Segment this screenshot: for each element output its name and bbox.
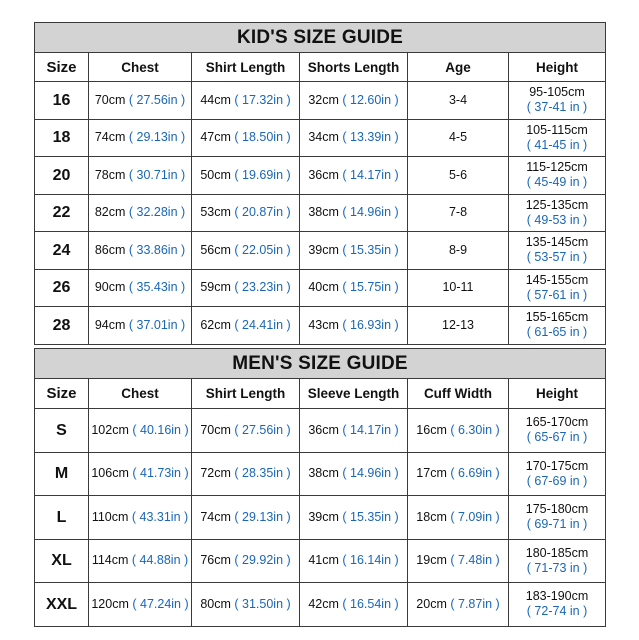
men-table-row (35, 409, 606, 453)
height-inch: ( 72-74 in ) (526, 604, 588, 619)
kids-header-size: Size (35, 53, 89, 82)
chest-cell (89, 269, 192, 307)
size-cell: L (35, 496, 89, 540)
sleeve-length-cell-cm: 38cm (308, 466, 339, 481)
chest-cell-cm: 120cm (91, 596, 129, 611)
height-cell (509, 539, 606, 583)
chest-cell (89, 307, 192, 345)
height-cell (509, 194, 606, 232)
shirt-length-cell-cm: 56cm (200, 242, 231, 257)
age-cell: 8-9 (408, 232, 509, 270)
shirt-length-cell-cm: 80cm (200, 596, 231, 611)
shirt-length-cell-inch: ( 23.23in ) (234, 280, 291, 295)
shorts-length-cell-cm: 40cm (308, 280, 339, 295)
men-header-sleeve-length: Sleeve Length (300, 379, 408, 409)
chest-cell (89, 539, 192, 583)
chest-cell-cm: 114cm (91, 553, 129, 568)
kids-table-row (35, 232, 606, 270)
shorts-length-cell-inch: ( 13.39in ) (342, 130, 399, 145)
sleeve-length-cell (300, 409, 408, 453)
age-cell: 12-13 (408, 307, 509, 345)
height-cm: 170-175cm (525, 458, 589, 473)
shorts-length-cell (300, 194, 408, 232)
sleeve-length-cell-inch: ( 14.96in ) (342, 466, 399, 481)
height-inch: ( 53-57 in ) (526, 250, 588, 265)
shirt-length-cell-cm: 76cm (200, 553, 231, 568)
age-cell: 4-5 (408, 119, 509, 157)
shirt-length-cell-cm: 53cm (200, 205, 231, 220)
shirt-length-cell-inch: ( 17.32in ) (234, 92, 291, 107)
size-cell: 22 (35, 194, 89, 232)
men-table-row (35, 496, 606, 540)
height-cm: 115-125cm (526, 160, 588, 175)
shirt-length-cell-cm: 59cm (200, 280, 231, 295)
chest-cell-inch: ( 27.56in ) (128, 92, 186, 107)
shirt-length-cell-cm: 70cm (200, 422, 231, 437)
men-header-cuff-width: Cuff Width (408, 379, 509, 409)
shirt-length-cell-inch: ( 27.56in ) (234, 422, 291, 437)
chest-cell-cm: 110cm (91, 509, 129, 524)
chest-cell-inch: ( 40.16in ) (132, 422, 189, 437)
chest-cell-inch: ( 37.01in ) (128, 317, 186, 332)
height-inch: ( 69-71 in ) (526, 517, 588, 532)
chest-cell (89, 583, 192, 627)
cuff-width-cell (408, 496, 509, 540)
kids-table-row (35, 82, 606, 120)
shorts-length-cell (300, 232, 408, 270)
height-cell (509, 157, 606, 195)
shorts-length-cell-cm: 38cm (308, 205, 339, 220)
height-cell (509, 119, 606, 157)
chest-cell-inch: ( 29.13in ) (128, 130, 186, 145)
sleeve-length-cell (300, 496, 408, 540)
chest-cell (89, 82, 192, 120)
shirt-length-cell (192, 539, 300, 583)
men-header-shirt-length: Shirt Length (192, 379, 300, 409)
size-cell: 16 (35, 82, 89, 120)
age-cell: 10-11 (408, 269, 509, 307)
men-header-size: Size (35, 379, 89, 409)
sleeve-length-cell (300, 539, 408, 583)
kids-table-row (35, 307, 606, 345)
shirt-length-cell-inch: ( 28.35in ) (234, 466, 291, 481)
shirt-length-cell (192, 269, 300, 307)
height-cm: 125-135cm (525, 197, 589, 212)
chest-cell-cm: 82cm (94, 205, 126, 220)
shorts-length-cell (300, 82, 408, 120)
chest-cell-inch: ( 47.24in ) (132, 596, 189, 611)
chest-cell-cm: 102cm (91, 422, 129, 437)
cuff-width-cell (408, 452, 509, 496)
chest-cell (89, 496, 192, 540)
height-cm: 180-185cm (525, 545, 589, 560)
kids-header-shorts-length: Shorts Length (300, 53, 408, 82)
cuff-width-cell-cm: 17cm (416, 466, 447, 481)
shorts-length-cell-inch: ( 16.93in ) (342, 317, 399, 332)
shorts-length-cell (300, 119, 408, 157)
shirt-length-cell (192, 157, 300, 195)
size-cell: XL (35, 539, 89, 583)
cuff-width-cell-inch: ( 6.69in ) (450, 466, 500, 481)
size-cell: 18 (35, 119, 89, 157)
shorts-length-cell (300, 269, 408, 307)
shorts-length-cell-cm: 32cm (308, 92, 339, 107)
height-cm: 165-170cm (525, 415, 589, 430)
height-cm: 95-105cm (529, 85, 585, 100)
chest-cell-inch: ( 43.31in ) (131, 509, 189, 524)
sleeve-length-cell (300, 583, 408, 627)
men-table-title: MEN'S SIZE GUIDE (35, 349, 606, 379)
shirt-length-cell (192, 452, 300, 496)
cuff-width-cell-inch: ( 6.30in ) (450, 422, 500, 437)
kids-header-height: Height (509, 53, 606, 82)
men-header-height: Height (509, 379, 606, 409)
cuff-width-cell-cm: 18cm (416, 509, 447, 524)
shirt-length-cell-inch: ( 20.87in ) (234, 205, 291, 220)
cuff-width-cell-inch: ( 7.09in ) (450, 509, 500, 524)
shirt-length-cell-inch: ( 24.41in ) (234, 317, 291, 332)
height-inch: ( 71-73 in ) (526, 560, 588, 575)
sleeve-length-cell-inch: ( 15.35in ) (342, 509, 399, 524)
height-inch: ( 57-61 in ) (526, 287, 588, 302)
height-cm: 105-115cm (526, 122, 588, 137)
sleeve-length-cell-inch: ( 14.17in ) (342, 422, 399, 437)
chest-cell (89, 194, 192, 232)
men-table-row (35, 452, 606, 496)
chest-cell-cm: 90cm (94, 280, 126, 295)
shorts-length-cell (300, 157, 408, 195)
height-cell (509, 82, 606, 120)
shirt-length-cell-cm: 50cm (200, 167, 231, 182)
kids-header-chest: Chest (89, 53, 192, 82)
shirt-length-cell-cm: 44cm (200, 92, 231, 107)
height-inch: ( 37-41 in ) (526, 100, 588, 115)
size-cell: 20 (35, 157, 89, 195)
chest-cell-cm: 106cm (91, 466, 129, 481)
men-table-row (35, 583, 606, 627)
height-cm: 135-145cm (525, 235, 589, 250)
cuff-width-cell (408, 583, 509, 627)
kids-header-shirt-length: Shirt Length (192, 53, 300, 82)
chest-cell-cm: 70cm (94, 92, 126, 107)
kids-table-row (35, 119, 606, 157)
age-cell: 5-6 (408, 157, 509, 195)
shorts-length-cell-inch: ( 15.75in ) (342, 280, 399, 295)
cuff-width-cell-inch: ( 7.87in ) (450, 596, 500, 611)
chest-cell (89, 452, 192, 496)
age-cell: 3-4 (408, 82, 509, 120)
height-inch: ( 67-69 in ) (526, 473, 588, 488)
height-inch: ( 61-65 in ) (526, 325, 588, 340)
height-cell (509, 307, 606, 345)
height-cell (509, 232, 606, 270)
shirt-length-cell (192, 307, 300, 345)
shirt-length-cell (192, 583, 300, 627)
shirt-length-cell-inch: ( 31.50in ) (234, 596, 291, 611)
chest-cell-cm: 78cm (94, 167, 126, 182)
height-cm: 145-155cm (525, 272, 589, 287)
sleeve-length-cell-cm: 42cm (308, 596, 339, 611)
height-inch: ( 49-53 in ) (526, 212, 588, 227)
chest-cell (89, 119, 192, 157)
chest-cell-inch: ( 35.43in ) (128, 280, 186, 295)
height-cell (509, 409, 606, 453)
chest-cell-inch: ( 32.28in ) (128, 205, 186, 220)
shirt-length-cell (192, 232, 300, 270)
height-cm: 155-165cm (525, 310, 589, 325)
shirt-length-cell (192, 496, 300, 540)
shirt-length-cell-cm: 72cm (200, 466, 231, 481)
size-cell: 28 (35, 307, 89, 345)
shorts-length-cell-inch: ( 14.96in ) (342, 205, 399, 220)
shirt-length-cell-inch: ( 19.69in ) (234, 167, 291, 182)
chest-cell (89, 232, 192, 270)
chest-cell-inch: ( 44.88in ) (131, 553, 189, 568)
cuff-width-cell (408, 409, 509, 453)
shorts-length-cell-cm: 39cm (308, 242, 339, 257)
height-cell (509, 452, 606, 496)
kids-table-row (35, 269, 606, 307)
cuff-width-cell-cm: 20cm (416, 596, 447, 611)
shorts-length-cell-inch: ( 14.17in ) (342, 167, 399, 182)
sleeve-length-cell-cm: 39cm (308, 509, 339, 524)
height-inch: ( 41-45 in ) (526, 137, 588, 152)
shirt-length-cell-inch: ( 29.92in ) (234, 553, 291, 568)
shirt-length-cell-inch: ( 29.13in ) (234, 509, 291, 524)
height-inch: ( 65-67 in ) (526, 430, 588, 445)
chest-cell (89, 157, 192, 195)
men-header-chest: Chest (89, 379, 192, 409)
size-cell: 24 (35, 232, 89, 270)
chest-cell-cm: 94cm (94, 317, 126, 332)
kids-table-row (35, 157, 606, 195)
kids-table-row (35, 194, 606, 232)
shirt-length-cell-cm: 62cm (200, 317, 231, 332)
shorts-length-cell-cm: 36cm (308, 167, 339, 182)
shorts-length-cell (300, 307, 408, 345)
chest-cell (89, 409, 192, 453)
shirt-length-cell (192, 119, 300, 157)
kids-table-title: KID'S SIZE GUIDE (35, 23, 606, 53)
men-table-row (35, 539, 606, 583)
size-cell: S (35, 409, 89, 453)
cuff-width-cell-inch: ( 7.48in ) (450, 553, 500, 568)
height-cm: 175-180cm (525, 502, 589, 517)
height-cm: 183-190cm (525, 589, 589, 604)
kids-header-age: Age (408, 53, 509, 82)
size-cell: 26 (35, 269, 89, 307)
size-cell: XXL (35, 583, 89, 627)
shirt-length-cell-cm: 47cm (200, 130, 231, 145)
sleeve-length-cell (300, 452, 408, 496)
chest-cell-inch: ( 41.73in ) (132, 466, 189, 481)
cuff-width-cell-cm: 16cm (416, 422, 447, 437)
shorts-length-cell-cm: 43cm (308, 317, 339, 332)
size-cell: M (35, 452, 89, 496)
sleeve-length-cell-inch: ( 16.54in ) (342, 596, 399, 611)
chest-cell-inch: ( 33.86in ) (128, 242, 186, 257)
sleeve-length-cell-cm: 36cm (308, 422, 339, 437)
height-cell (509, 496, 606, 540)
cuff-width-cell (408, 539, 509, 583)
sleeve-length-cell-cm: 41cm (308, 553, 339, 568)
chest-cell-cm: 74cm (94, 130, 126, 145)
cuff-width-cell-cm: 19cm (416, 553, 447, 568)
chest-cell-inch: ( 30.71in ) (128, 167, 186, 182)
age-cell: 7-8 (408, 194, 509, 232)
shirt-length-cell-inch: ( 22.05in ) (234, 242, 291, 257)
shirt-length-cell (192, 194, 300, 232)
shirt-length-cell (192, 82, 300, 120)
shirt-length-cell-inch: ( 18.50in ) (234, 130, 291, 145)
height-cell (509, 269, 606, 307)
shorts-length-cell-inch: ( 12.60in ) (342, 92, 399, 107)
shorts-length-cell-inch: ( 15.35in ) (342, 242, 399, 257)
height-cell (509, 583, 606, 627)
height-inch: ( 45-49 in ) (526, 175, 588, 190)
shirt-length-cell (192, 409, 300, 453)
sleeve-length-cell-inch: ( 16.14in ) (342, 553, 399, 568)
kids-size-table (34, 22, 606, 345)
shorts-length-cell-cm: 34cm (308, 130, 339, 145)
chest-cell-cm: 86cm (94, 242, 126, 257)
shirt-length-cell-cm: 74cm (200, 509, 231, 524)
men-size-table (34, 348, 606, 627)
